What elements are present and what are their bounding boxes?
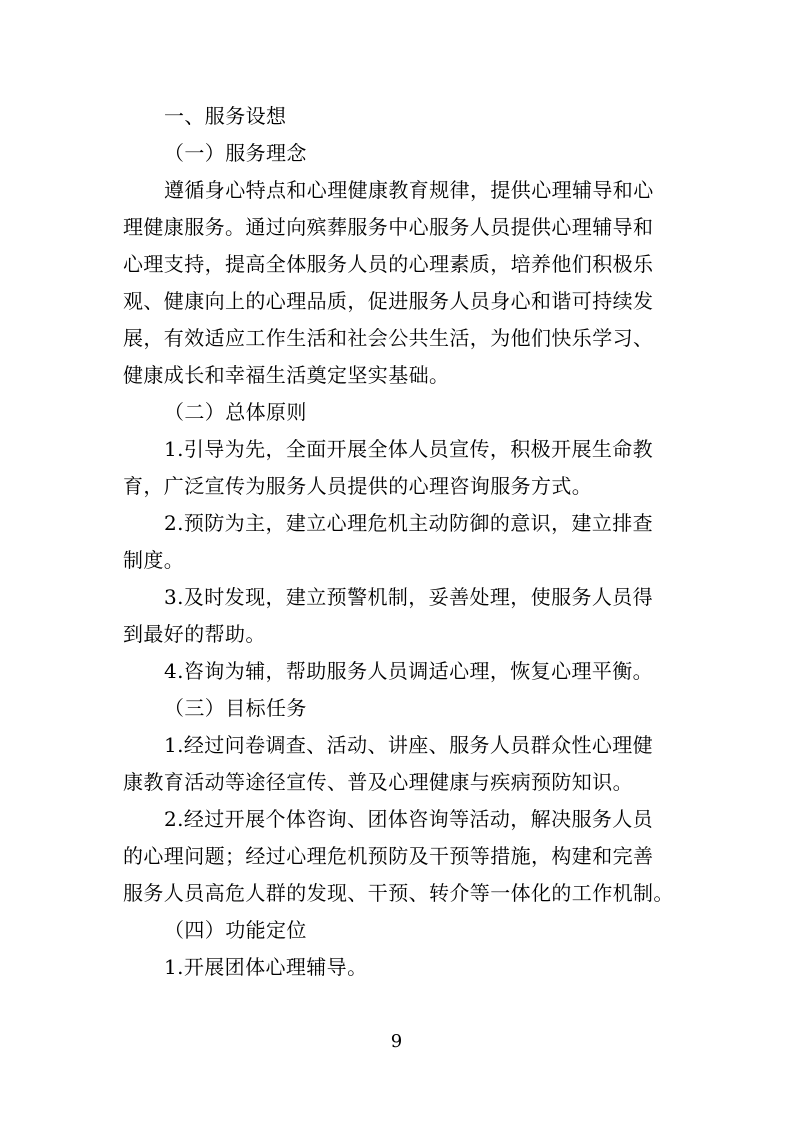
subsection-heading: （三）目标任务	[164, 696, 307, 720]
subsection-heading: （四）功能定位	[164, 918, 307, 942]
list-item-line: 3.及时发现，建立预警机制，妥善处理，使服务人员得	[164, 585, 654, 609]
list-item-line: 1.引导为先，全面开展全体人员宣传，积极开展生命教	[164, 437, 654, 461]
list-item-line: 育，广泛宣传为服务人员提供的心理咨询服务方式。	[123, 474, 593, 498]
list-item-line: 2.经过开展个体咨询、团体咨询等活动，解决服务人员	[164, 807, 654, 831]
list-item-line: 到最好的帮助。	[123, 622, 266, 646]
list-item-line: 服务人员高危人群的发现、干预、转介等一体化的工作机制。	[123, 881, 674, 905]
list-item-line: 制度。	[123, 548, 185, 572]
list-item-line: 康教育活动等途径宣传、普及心理健康与疾病预防知识。	[123, 770, 633, 794]
document-body	[123, 98, 675, 986]
paragraph-line: 观、健康向上的心理品质，促进服务人员身心和谐可持续发	[123, 289, 654, 313]
list-item-line: 1.开展团体心理辅导。	[164, 955, 368, 979]
subsection-heading: （二）总体原则	[164, 400, 307, 424]
paragraph-line: 理健康服务。通过向殡葬服务中心服务人员提供心理辅导和	[123, 215, 654, 239]
subsection-heading: （一）服务理念	[164, 141, 307, 165]
list-item-line: 4.咨询为辅，帮助服务人员调适心理，恢复心理平衡。	[164, 659, 654, 683]
paragraph-line: 健康成长和幸福生活奠定坚实基础。	[123, 363, 450, 387]
paragraph-line: 遵循身心特点和心理健康教育规律，提供心理辅导和心	[164, 178, 654, 202]
list-item-line: 的心理问题；经过心理危机预防及干预等措施，构建和完善	[123, 844, 654, 868]
paragraph-line: 心理支持，提高全体服务人员的心理素质，培养他们积极乐	[123, 252, 654, 276]
page-number: 9	[390, 1031, 403, 1052]
paragraph-line: 展，有效适应工作生活和社会公共生活，为他们快乐学习、	[123, 326, 654, 350]
section-heading: 一、服务设想	[164, 104, 287, 128]
list-item-line: 2.预防为主，建立心理危机主动防御的意识，建立排查	[164, 511, 654, 535]
list-item-line: 1.经过问卷调查、活动、讲座、服务人员群众性心理健	[164, 733, 654, 757]
